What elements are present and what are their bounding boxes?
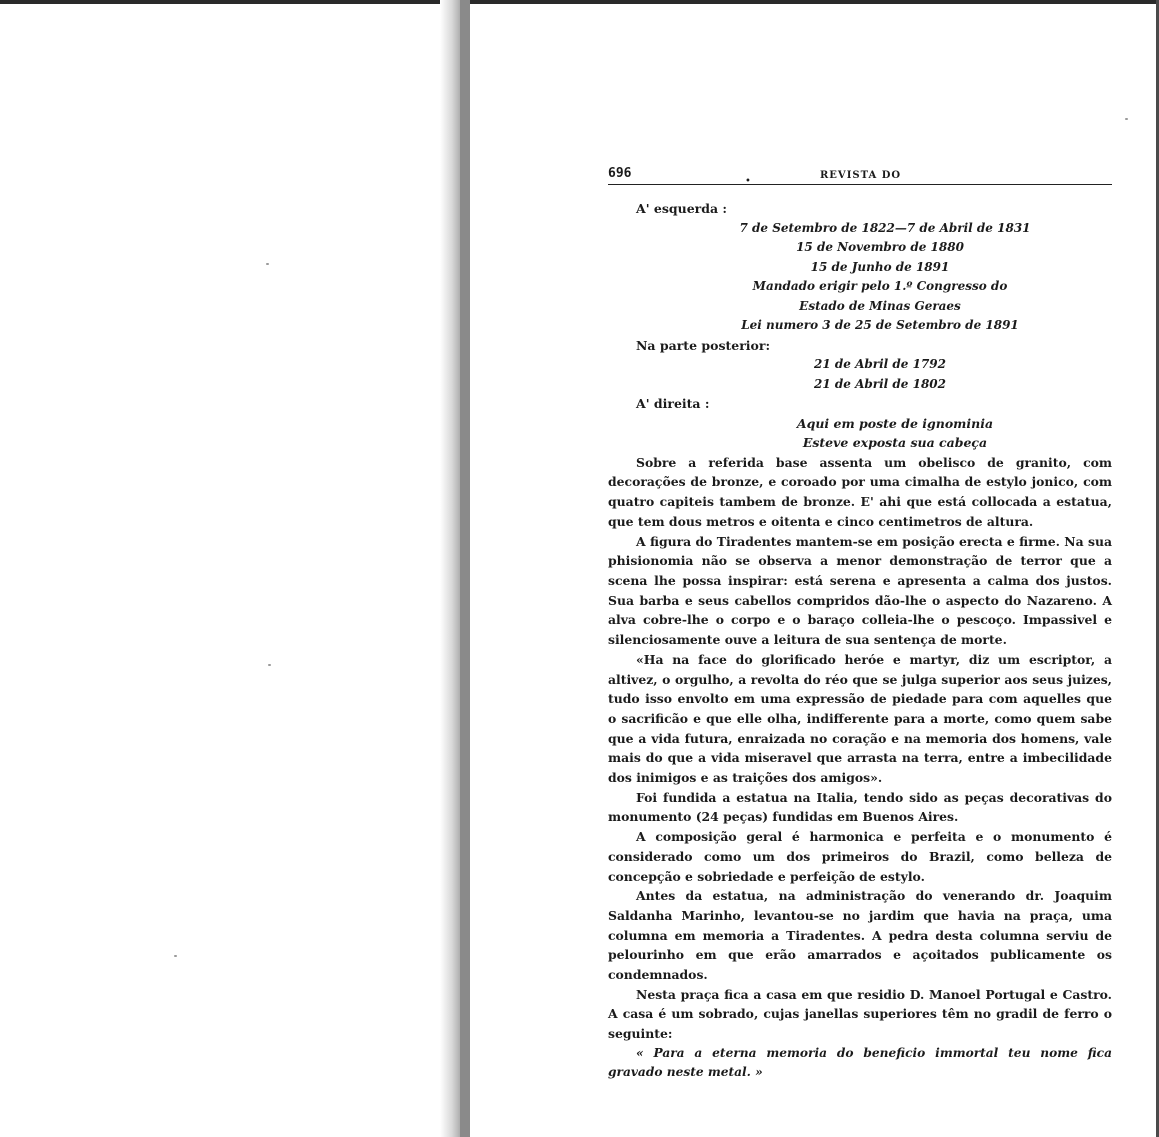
inscription-line: Aqui em poste de ignominia [796,415,994,431]
closing-quote: « Para a eterna memoria do beneficio immortal teu nome fica gravado neste metal. » [608,1045,1112,1080]
running-head: REVISTA DO [820,170,902,181]
printed-page [608,162,1112,1083]
inscription-line: 21 de Abril de 1792 [814,357,946,372]
body-paragraph: Nesta praça fica a casa em que residio D. Manoel Portugal e Castro. A casa é um sobrado, cujas janellas superiores têm no gradil de ferro o seguinte: [608,986,1112,1042]
left-side-label: A' esquerda : [636,201,728,216]
page-header [608,162,1112,185]
paper-speck [268,664,271,666]
paper-speck [174,955,177,957]
inscription-line: Estado de Minas Geraes [799,298,961,313]
inscription-line: Mandado erigir pelo 1.º Congresso do [752,279,1008,294]
body-paragraph: Antes da estatua, na administração do venerando dr. Joaquim Saldanha Marinho, levantou-se no jardim que havia na praça, uma columna em memoria a Tiradentes. A pedra desta columna serviu de pelourinho em que erão amarrados e açoitados publicamente os condemnados. [608,888,1112,983]
body-paragraph: A figura do Tiradentes mantem-se em posição erecta e firme. Na sua phisionomia não se observa a menor demonstração de terror que a scena lhe possa inspirar: está serena e apresenta a calma dos justos. Sua barba e seus cabellos compridos dão-lhe o aspecto do Nazareno. A alva cobre-lhe o corpo e o baraço colleia-lhe o pescoço. Impassivel e silenciosamente ouve a leitura de sua sentença de morte. [608,533,1112,648]
paper-speck [266,263,269,265]
header-dot: • [745,176,751,187]
book-spine [460,0,470,1137]
inscription-line: Esteve exposta sua cabeça [802,435,988,451]
page-number: 696 [608,166,632,181]
back-side-label: Na parte posterior: [636,337,771,353]
body-paragraph: Foi fundida a estatua na Italia, tendo sido as peças decorativas do monumento (24 peças) fundidas em Buenos Aires. [608,789,1112,825]
body-paragraph: Sobre a referida base assenta um obelisco de granito, com decorações de bronze, e coroado por uma cimalha de estylo jonico, com quatro capiteis tambem de bronze. E' ahi que está collocada a estatua, que tem dous metros e oitenta e cinco centimetros de altura. [608,454,1112,529]
body-paragraph: A composição geral é harmonica e perfeita e o monumento é considerado como um dos primeiros do Brazil, como belleza de concepção e sobriedade e perfeição de estylo. [608,829,1112,884]
inscription-line: 15 de Novembro de 1880 [796,240,964,255]
right-side-label: A' direita : [636,396,710,412]
inscription-line: 7 de Setembro de 1822—7 de Abril de 1831 [739,220,1031,235]
paper-speck [1125,118,1128,120]
inscription-line: Lei numero 3 de 25 de Setembro de 1891 [741,318,1019,333]
inscription-line: 21 de Abril de 1802 [814,376,946,391]
body-paragraph: «Ha na face do glorificado heróe e martyr, diz um escriptor, a altivez, o orgulho, a revolta do réo que se julga superior aos seus juizes, tudo isso envolto em uma expressão de piedade para com aquelles que o sacrificão e que elle olha, indifferente para a morte, como quem sabe que a vida futura, enraizada no coração e na memoria dos homens, vale mais do que a vida miseravel que arrasta na terra, entre a imbecilidade dos inimigos e as traições dos amigos». [608,651,1112,786]
top-edge-line [0,0,1159,4]
inscription-line: 15 de Junho de 1891 [810,259,950,274]
